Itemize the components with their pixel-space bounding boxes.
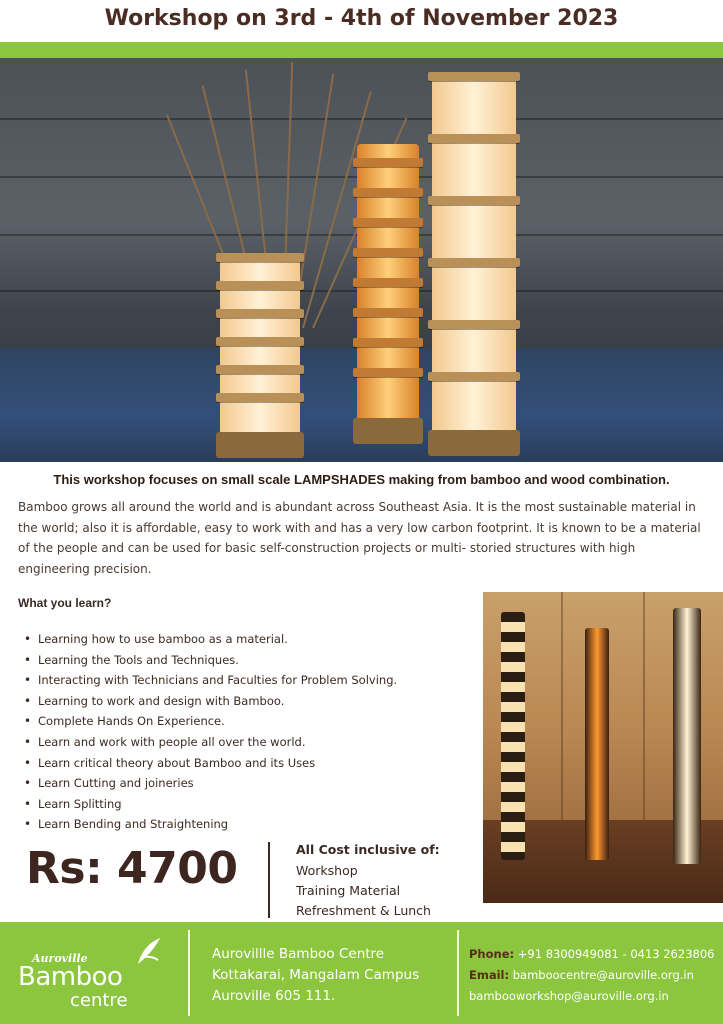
contact-block: [469, 944, 714, 1007]
footer-divider: [188, 930, 190, 1016]
cost-item: Training Material: [296, 883, 401, 898]
logo-auroville-text: Auroville: [32, 952, 88, 965]
list-item: • Learn and work with people all over the world.: [22, 732, 462, 753]
logo-centre-text: centre: [70, 990, 128, 1011]
address-block: [212, 944, 419, 1007]
footer-divider: [457, 930, 459, 1016]
bamboo-centre-logo: [18, 936, 163, 1010]
intro-paragraph: Bamboo grows all around the world and is abundant across Southeast Asia. It is the most sustainable material in the world; also it is affordable, easy to work with and has a very low carbon footprint. It is known to be a material of the people and can be used for basic self-construction projects or multi- storied structures with high engineering precision.: [18, 500, 701, 576]
intro-heading: This workshop focuses on small scale LAMPSHADES making from bamboo and wood combination.: [53, 472, 670, 487]
bamboo-leaf-icon: [136, 936, 162, 966]
cost-inclusions: [296, 842, 440, 921]
phone-label: Phone:: [469, 947, 515, 961]
email-link-secondary[interactable]: bambooworkshop@auroville.org.in: [469, 989, 669, 1003]
list-item: • Interacting with Technicians and Faculties for Problem Solving.: [22, 670, 462, 691]
cost-item: Refreshment & Lunch: [296, 903, 431, 918]
header-accent-bar: [0, 42, 723, 58]
list-item: • Learn Bending and Straightening: [22, 814, 462, 835]
cost-item: Workshop: [296, 863, 358, 878]
list-item: • Learn Cutting and joineries: [22, 773, 462, 794]
list-item: • Complete Hands On Experience.: [22, 711, 462, 732]
logo-bamboo-text: Bamboo: [18, 962, 123, 992]
list-item: • Learn Splitting: [22, 794, 462, 815]
list-item: • Learning to work and design with Bamboo.: [22, 691, 462, 712]
list-item: • Learning the Tools and Techniques.: [22, 650, 462, 671]
cost-title: All Cost inclusive of:: [296, 842, 440, 857]
address-line: Kottakarai, Mangalam Campus: [212, 967, 420, 983]
email-label: Email:: [469, 968, 510, 982]
phone-number[interactable]: +91 8300949081 - 0413 2623806: [517, 947, 715, 961]
phone-row: [469, 944, 714, 965]
footer: [0, 922, 723, 1024]
list-item: • Learning how to use bamboo as a material.: [22, 629, 462, 650]
floor-lamps-photo: [483, 592, 723, 903]
learn-heading: What you learn?: [18, 596, 112, 610]
address-line: Auroville 605 111.: [212, 988, 336, 1004]
page-title: Workshop on 3rd - 4th of November 2023: [104, 6, 619, 31]
hero-lampshades-photo: [0, 58, 723, 462]
list-item: • Learn critical theory about Bamboo and its Uses: [22, 753, 462, 774]
learn-list: [22, 629, 462, 835]
email-row: [469, 965, 714, 986]
price-divider: [268, 842, 270, 918]
address-line: Aurovillle Bamboo Centre: [212, 946, 385, 962]
price: Rs: 4700: [26, 843, 238, 894]
email-link[interactable]: bamboocentre@auroville.org.in: [512, 968, 694, 982]
